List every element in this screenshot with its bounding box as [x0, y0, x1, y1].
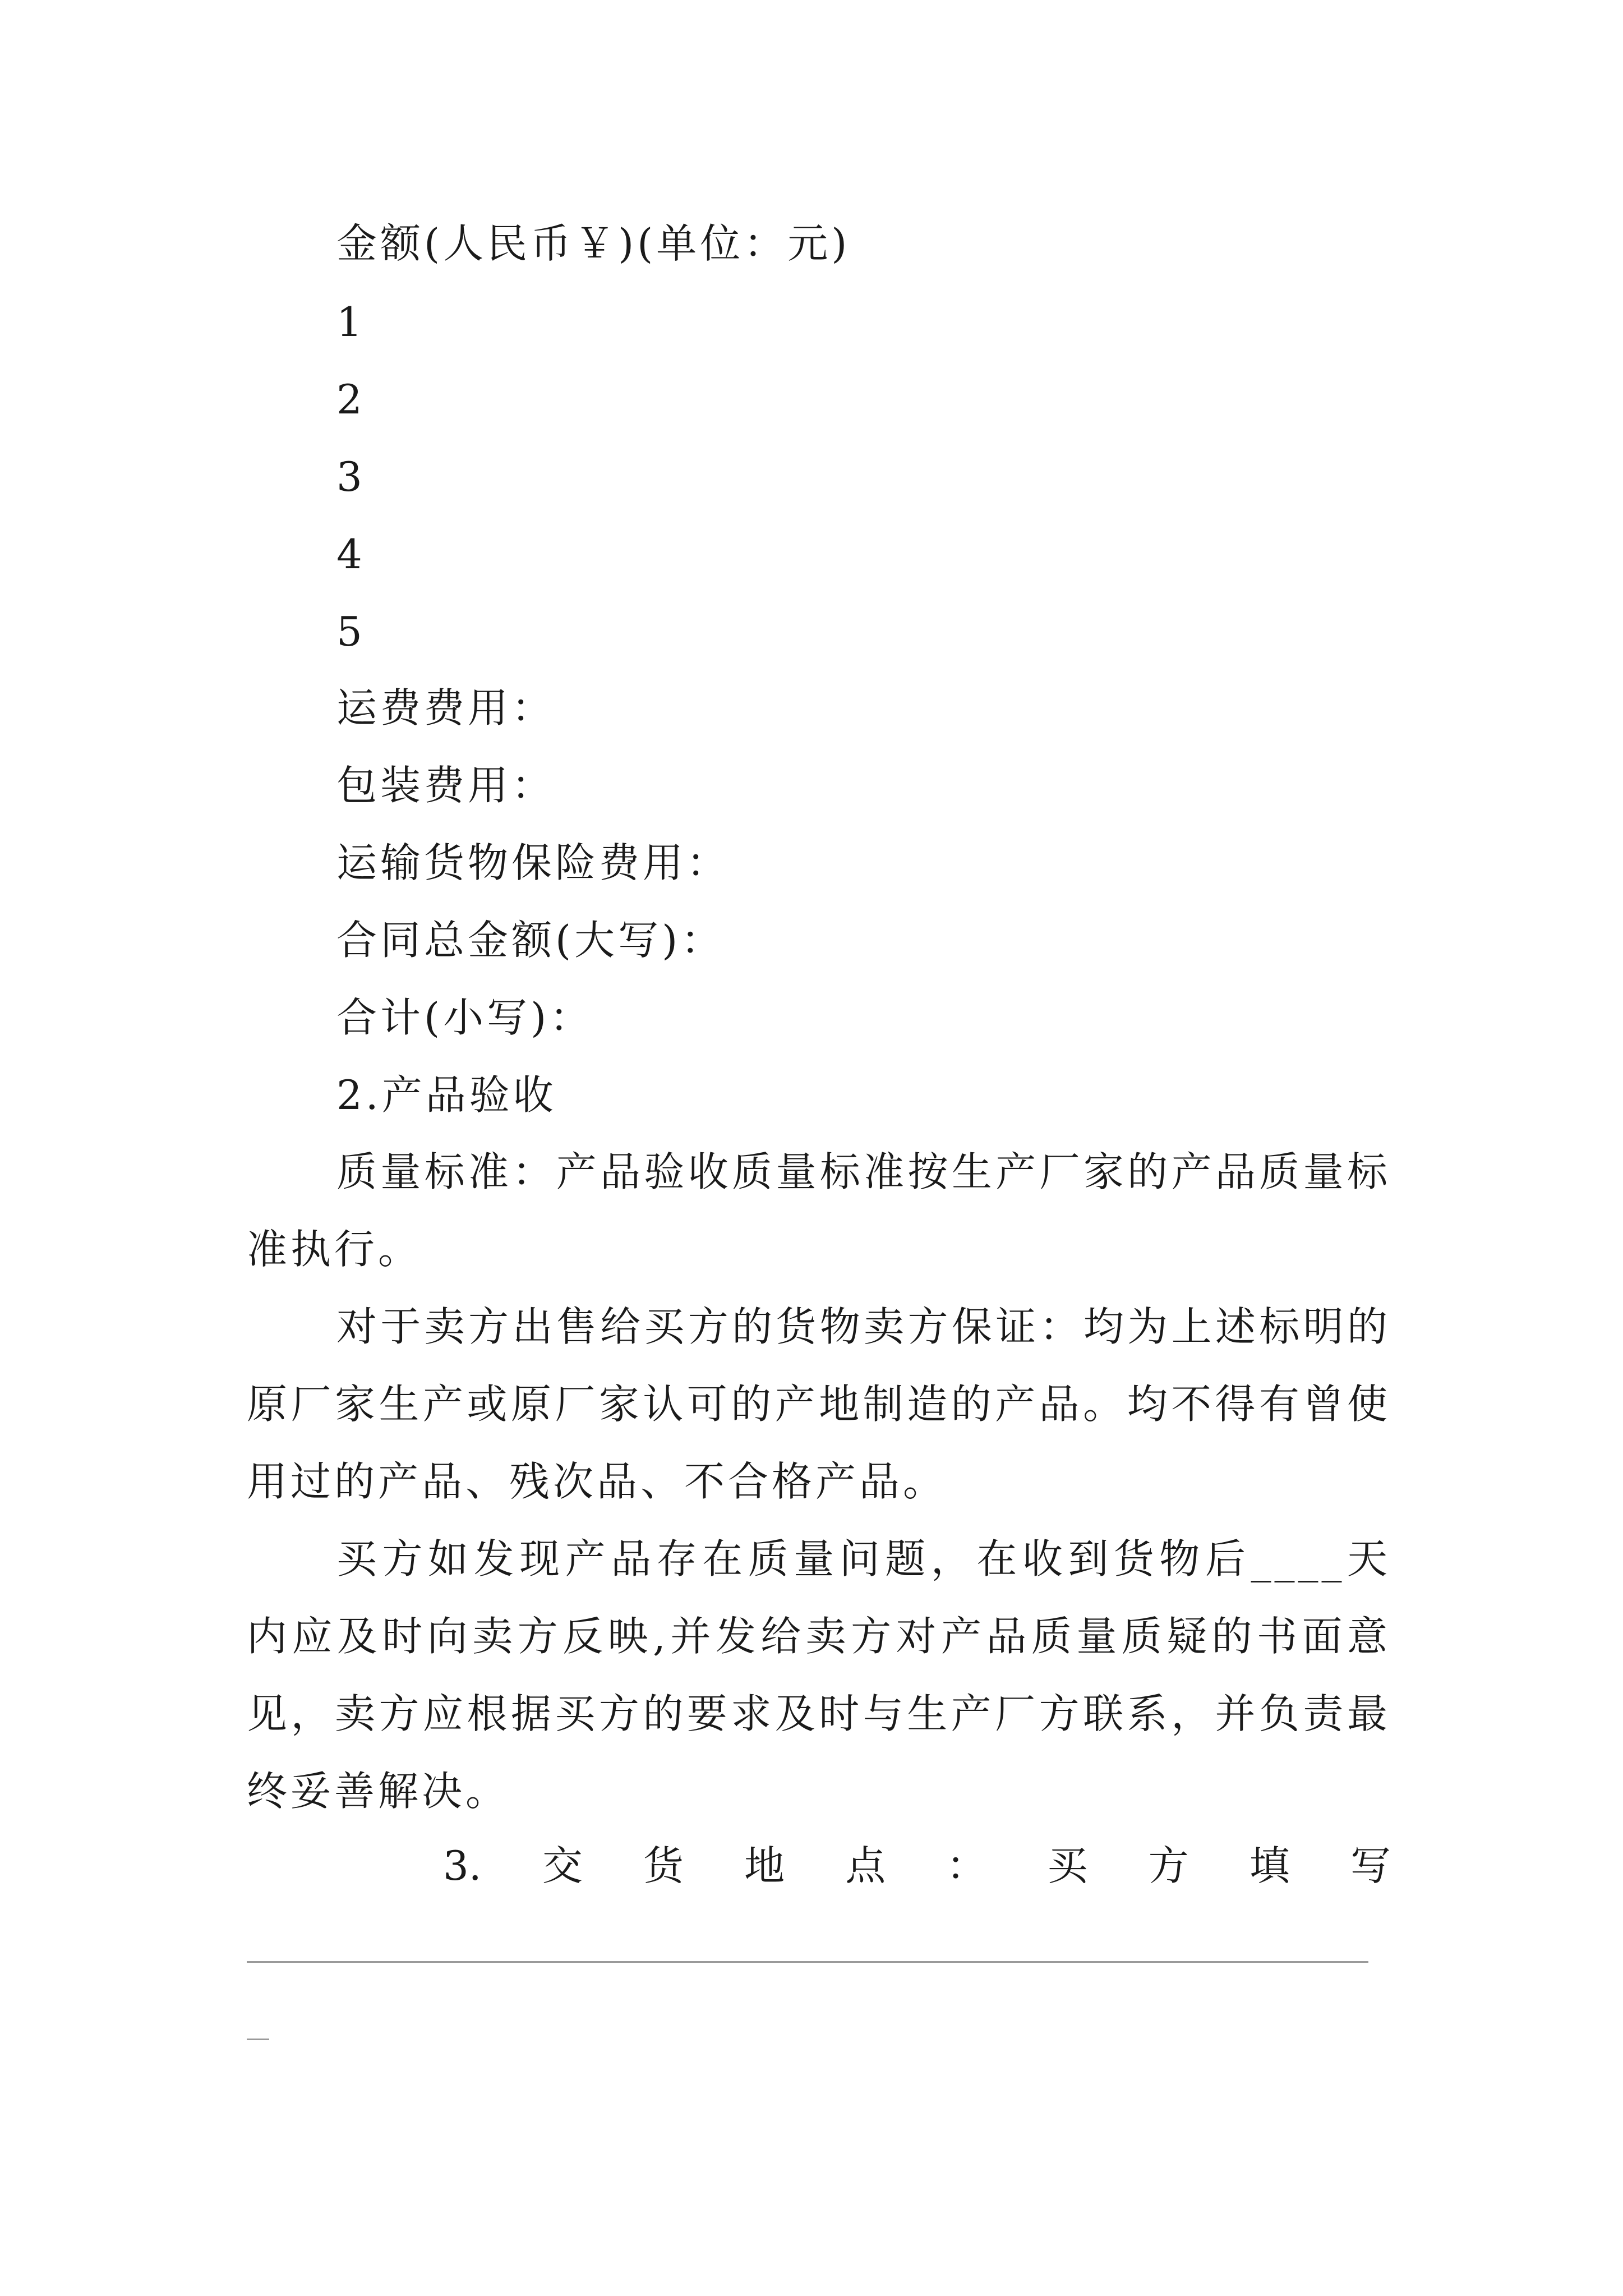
- delivery-heading-char: 地: [744, 1842, 785, 1889]
- delivery-heading-char: 点: [845, 1842, 886, 1889]
- insurance-fee-label: 运输货物保险费用：: [336, 839, 731, 886]
- row-number-5: 5: [336, 608, 366, 655]
- packaging-fee-label: 包装费用：: [336, 762, 556, 809]
- row-number-3: 3: [336, 453, 366, 500]
- delivery-heading-char: 方: [1148, 1842, 1189, 1889]
- seller-guarantee-paragraph: 对于卖方出售给买方的货物卖方保证：均为上述标明的原厂家生产或原厂家认可的产地制造的产品。均不得有曾使用过的产品、残次品、不合格产品。: [247, 1303, 1391, 1505]
- delivery-heading-char: 填: [1249, 1842, 1290, 1889]
- quality-issue-paragraph: 买方如发现产品存在质量问题，在收到货物后____天内应及时向卖方反映,并发给卖方对产品质量质疑的书面意见，卖方应根据买方的要求及时与生产厂方联系，并负责最终妥善解决。: [247, 1535, 1391, 1815]
- row-number-2: 2: [336, 376, 366, 423]
- delivery-heading-char: 写: [1350, 1842, 1391, 1889]
- row-number-1: 1: [336, 298, 366, 346]
- acceptance-heading: 2.产品验收: [336, 1071, 557, 1119]
- delivery-heading-colon: ：: [946, 1842, 987, 1889]
- delivery-fill-line-continuation: [247, 2039, 269, 2040]
- delivery-heading-number: 3.: [443, 1842, 482, 1889]
- delivery-location-heading: [443, 1842, 1391, 1889]
- delivery-heading-char: 买: [1047, 1842, 1088, 1889]
- shipping-fee-label: 运费费用：: [336, 684, 556, 731]
- quality-standard-paragraph: 质量标准：产品验收质量标准按生产厂家的产品质量标准执行。: [247, 1148, 1391, 1273]
- total-lowercase-label: 合计(小写)：: [336, 994, 594, 1041]
- amount-header: 金额(人民币￥)(单位：元): [336, 220, 851, 267]
- delivery-heading-char: 货: [643, 1842, 684, 1889]
- row-number-4: 4: [336, 531, 366, 578]
- total-uppercase-label: 合同总金额(大写)：: [336, 917, 725, 964]
- delivery-heading-char: 交: [542, 1842, 583, 1889]
- delivery-fill-line: [247, 1961, 1368, 1963]
